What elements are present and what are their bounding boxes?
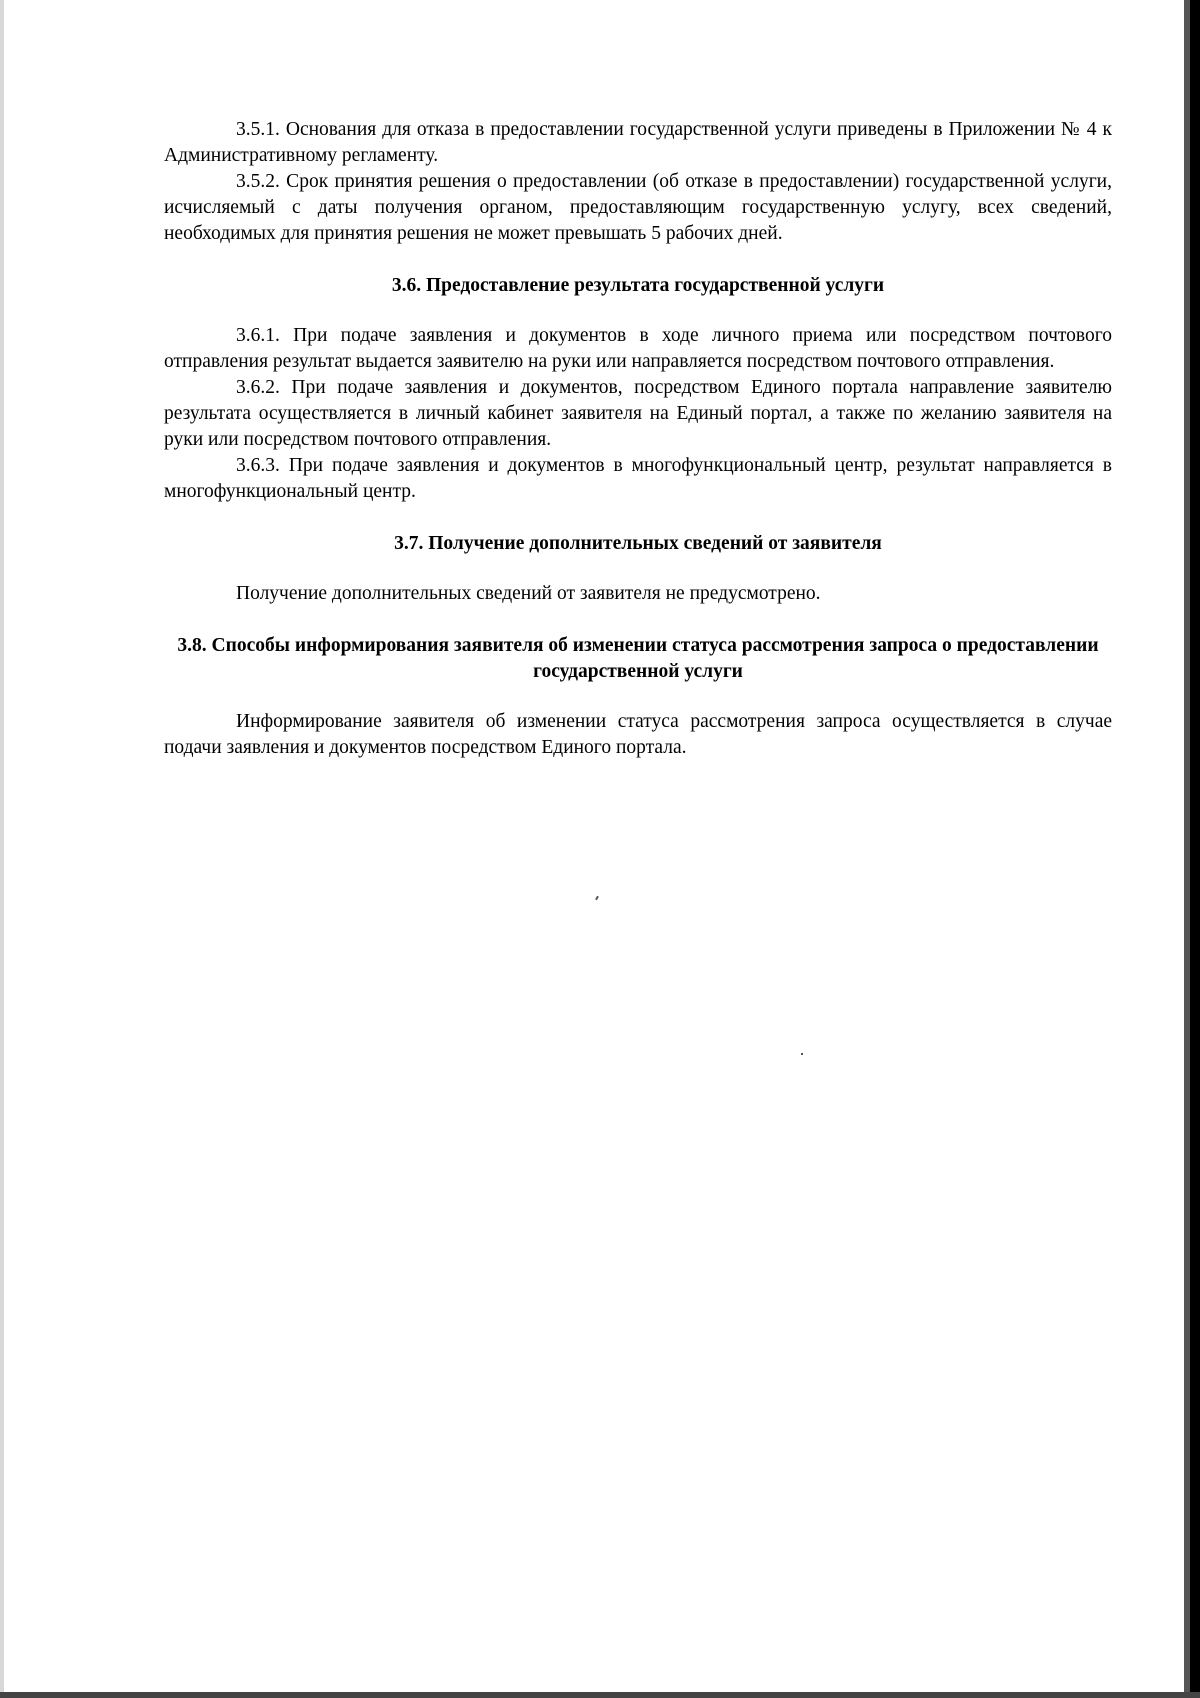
paragraph-3-8: Информирование заявителя об изменении статуса рассмотрения запроса осуществляется в случае подачи заявления и документов посредством Единого портала. [164,711,1112,758]
heading-3-6: 3.6. Предоставление результата государственной услуги [391,275,885,296]
paragraph-3-6-3: 3.6.3. При подаче заявления и документов в многофункциональный центр, результат направляется в многофункциональный центр. [164,455,1112,502]
scan-edge-right [1190,0,1200,1698]
paragraph-3-6-1: 3.6.1. При подаче заявления и документов в ходе личного приема или посредством почтового отправления результат выдается заявителю на руки или направляется посредством почтового отправления. [164,325,1112,372]
scan-edge-bottom [0,1692,1200,1698]
paragraph-3-5-1: 3.5.1. Основания для отказа в предоставлении государственной услуги приведены в Приложении № 4 к Административному регламенту. [164,119,1112,166]
document-body [164,117,1112,761]
heading-3-8: 3.8. Способы информирования заявителя об изменении статуса рассмотрения запроса о предоставлении государственной услуги [177,635,1099,682]
paragraph-3-5-2: 3.5.2. Срок принятия решения о предоставлении (об отказе в предоставлении) государственной услуги, исчисляемый с даты получения органом, предоставляющим государственную услугу, всех сведений, необходимых для принятия решения не может превышать 5 рабочих дней. [164,171,1112,244]
scan-speck [595,896,599,900]
paragraph-3-7: Получение дополнительных сведений от заявителя не предусмотрено. [236,583,821,604]
scan-speck [801,1053,803,1055]
scan-edge-left [0,0,4,1698]
paragraph-3-6-2: 3.6.2. При подаче заявления и документов, посредством Единого портала направление заявителю результата осуществляется в личный кабинет заявителя на Единый портал, а также по желанию заявителя на руки или посредством почтового отправления. [164,377,1112,450]
heading-3-7: 3.7. Получение дополнительных сведений от заявителя [394,533,882,554]
